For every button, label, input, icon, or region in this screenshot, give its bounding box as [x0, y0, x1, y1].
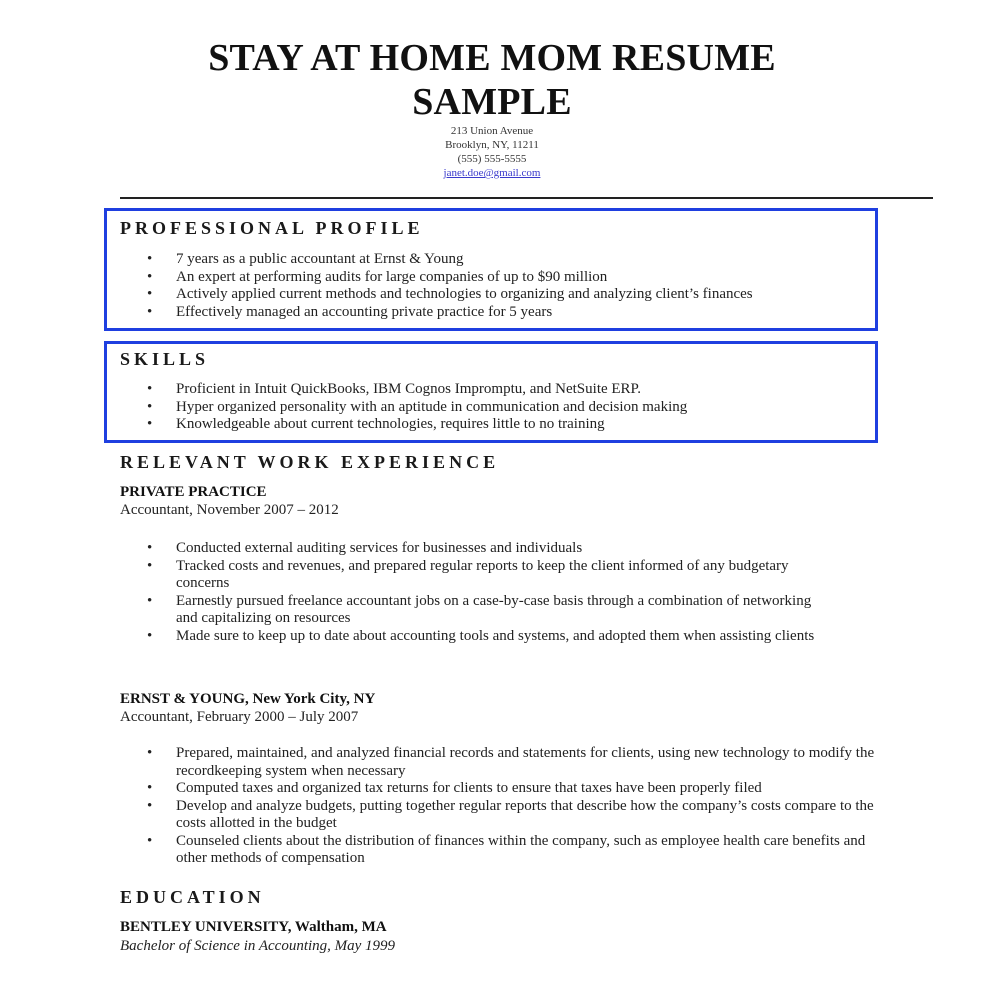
email-link[interactable]: janet.doe@gmail.com: [443, 167, 541, 179]
skills-list: [120, 381, 900, 434]
job-role: Accountant, November 2007 – 2012: [120, 502, 339, 518]
profile-heading: PROFESSIONAL PROFILE: [120, 218, 424, 238]
contact-block: [0, 124, 984, 180]
job-employer: ERNST & YOUNG, New York City, NY: [120, 691, 376, 707]
list-item: • Hyper organized personality with an aptitude in communication and decision making: [147, 398, 688, 415]
resume-title: [0, 36, 984, 124]
list-item: • Proficient in Intuit QuickBooks, IBM Cognos Impromptu, and NetSuite ERP.: [147, 381, 641, 397]
profile-item-text: 7 years as a public accountant at Ernst & Young: [176, 251, 464, 267]
profile-item-text: An expert at performing audits for large companies of up to $90 million: [176, 268, 608, 285]
list-item: • Tracked costs and revenues, and prepared regular reports to keep the client informed of any budgetary concerns: [147, 557, 789, 591]
list-item: • 7 years as a public accountant at Ernst & Young: [147, 251, 464, 267]
phone-number: (555) 555-5555: [457, 153, 527, 165]
job-item-text: Prepared, maintained, and analyzed financial records and statements for clients, using new technology to modify the recordkeeping system when necessary: [176, 745, 875, 779]
list-item: • Effectively managed an accounting private practice for 5 years: [147, 303, 553, 320]
address-line-1: 213 Union Avenue: [450, 125, 534, 137]
title-line-2: SAMPLE: [412, 81, 572, 123]
profile-item-text: Actively applied current methods and technologies to organizing and analyzing client’s finances: [176, 286, 753, 302]
job-item-text: Tracked costs and revenues, and prepared regular reports to keep the client informed of any budgetary concerns: [176, 557, 789, 591]
profile-list: [120, 251, 900, 321]
experience-heading: RELEVANT WORK EXPERIENCE: [120, 452, 500, 472]
list-item: • Prepared, maintained, and analyzed financial records and statements for clients, using new technology to modify the recordkeeping system when necessary: [147, 745, 875, 779]
list-item: • Knowledgeable about current technologies, requires little to no training: [147, 416, 605, 432]
education-heading: EDUCATION: [120, 887, 265, 907]
job-item-text: Made sure to keep up to date about accounting tools and systems, and adopted them when assisting clients: [176, 627, 815, 644]
list-item: • Counseled clients about the distribution of finances within the company, such as employee health care benefits and other methods of compensation: [147, 832, 866, 866]
job-employer: PRIVATE PRACTICE: [120, 484, 267, 500]
job-item-text: Computed taxes and organized tax returns for clients to ensure that taxes have been properly filed: [176, 780, 762, 796]
job-item-text: Earnestly pursued freelance accountant jobs on a case-by-case basis through a combination of networking and capitalizing on resources: [176, 592, 812, 626]
school-name: BENTLEY UNIVERSITY, Waltham, MA: [120, 919, 387, 935]
degree-line: Bachelor of Science in Accounting, May 1999: [120, 938, 396, 954]
list-item: • Develop and analyze budgets, putting together regular reports that describe how the company’s costs compare to the costs allotted in the budget: [147, 797, 874, 831]
skills-item-text: Knowledgeable about current technologies, requires little to no training: [176, 416, 605, 432]
list-item: • An expert at performing audits for large companies of up to $90 million: [147, 268, 608, 285]
skills-heading: SKILLS: [120, 349, 210, 369]
list-item: • Made sure to keep up to date about accounting tools and systems, and adopted them when assisting clients: [147, 627, 815, 644]
list-item: • Conducted external auditing services for businesses and individuals: [147, 540, 583, 556]
skills-item-text: Hyper organized personality with an aptitude in communication and decision making: [176, 398, 688, 415]
address-line-2: Brooklyn, NY, 11211: [445, 139, 539, 151]
job-role: Accountant, February 2000 – July 2007: [120, 709, 359, 725]
skills-item-text: Proficient in Intuit QuickBooks, IBM Cognos Impromptu, and NetSuite ERP.: [176, 381, 641, 397]
list-item: • Earnestly pursued freelance accountant jobs on a case-by-case basis through a combination of networking and capitalizing on resources: [147, 592, 812, 626]
title-line-1: STAY AT HOME MOM RESUME: [208, 37, 776, 79]
job-item-text: Develop and analyze budgets, putting together regular reports that describe how the company’s costs compare to the costs allotted in the budget: [176, 797, 874, 831]
list-item: • Actively applied current methods and technologies to organizing and analyzing client’s finances: [147, 286, 753, 302]
job-item-text: Counseled clients about the distribution of finances within the company, such as employee health care benefits and other methods of compensation: [176, 832, 866, 866]
job-1-list: [120, 540, 820, 645]
job-item-text: Conducted external auditing services for businesses and individuals: [176, 540, 583, 556]
list-item: • Computed taxes and organized tax returns for clients to ensure that taxes have been properly filed: [147, 780, 762, 796]
profile-item-text: Effectively managed an accounting private practice for 5 years: [176, 303, 553, 320]
job-2-list: [120, 745, 880, 868]
header-divider: [120, 197, 933, 199]
